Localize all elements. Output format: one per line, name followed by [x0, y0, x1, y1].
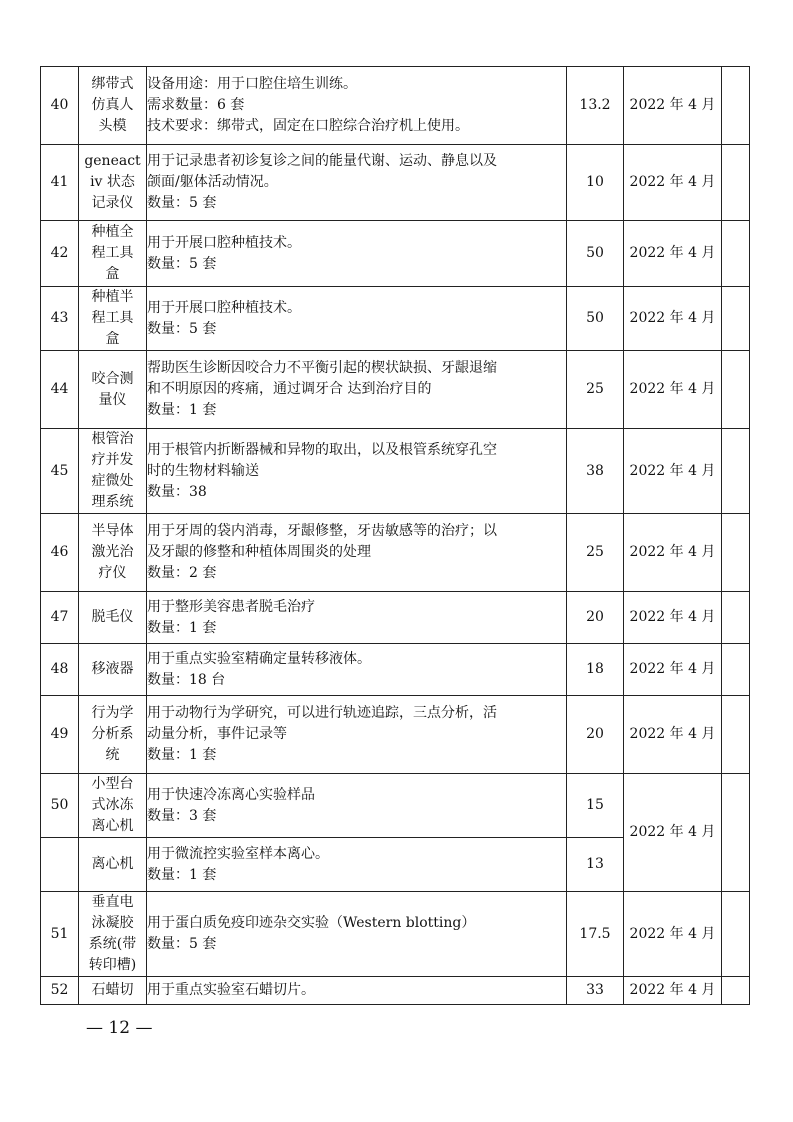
remarks-cell	[722, 351, 750, 429]
table-row	[41, 145, 750, 221]
equipment-description: 用于开展口腔种植技术。 数量：5 套	[147, 287, 567, 351]
row-number: 50	[41, 774, 79, 838]
budget-amount: 20	[567, 696, 624, 774]
planned-date: 2022 年 4 月	[624, 892, 722, 977]
planned-date: 2022 年 4 月	[624, 644, 722, 696]
equipment-description: 用于蛋白质免疫印迹杂交实验（Western blotting） 数量：5 套	[147, 892, 567, 977]
row-number: 44	[41, 351, 79, 429]
equipment-name: 半导体 激光治 疗仪	[79, 514, 147, 592]
remarks-cell	[722, 514, 750, 592]
budget-amount: 13	[567, 838, 624, 892]
row-number: 40	[41, 67, 79, 145]
budget-amount: 25	[567, 351, 624, 429]
equipment-description: 设备用途：用于口腔住培生训练。 需求数量：6 套 技术要求：绑带式，固定在口腔综合治疗机上使用。	[147, 67, 567, 145]
equipment-name: 石蜡切	[79, 977, 147, 1005]
equipment-description: 用于微流控实验室样本离心。 数量：1 套	[147, 838, 567, 892]
equipment-name: 移液器	[79, 644, 147, 696]
table-row	[41, 774, 750, 838]
budget-amount: 15	[567, 774, 624, 838]
planned-date: 2022 年 4 月	[624, 351, 722, 429]
row-number: 47	[41, 592, 79, 644]
planned-date: 2022 年 4 月	[624, 514, 722, 592]
equipment-name: 离心机	[79, 838, 147, 892]
budget-amount: 33	[567, 977, 624, 1005]
row-number: 46	[41, 514, 79, 592]
equipment-name: 种植半 程工具 盒	[79, 287, 147, 351]
planned-date: 2022 年 4 月	[624, 67, 722, 145]
equipment-description: 帮助医生诊断因咬合力不平衡引起的楔状缺损、牙龈退缩 和不明原因的疼痛，通过调牙合 达到治疗目的 数量：1 套	[147, 351, 567, 429]
planned-date: 2022 年 4 月	[624, 696, 722, 774]
budget-amount: 10	[567, 145, 624, 221]
equipment-name: 咬合测 量仪	[79, 351, 147, 429]
row-number: 48	[41, 644, 79, 696]
equipment-description: 用于开展口腔种植技术。 数量：5 套	[147, 221, 567, 287]
row-number: 51	[41, 892, 79, 977]
equipment-name: 小型台 式冰冻 离心机	[79, 774, 147, 838]
table-row	[41, 514, 750, 592]
row-number: 42	[41, 221, 79, 287]
equipment-name: 垂直电 泳凝胶 系统(带 转印槽)	[79, 892, 147, 977]
equipment-name: 行为学 分析系 统	[79, 696, 147, 774]
row-number: 49	[41, 696, 79, 774]
remarks-cell	[722, 592, 750, 644]
equipment-description: 用于重点实验室石蜡切片。	[147, 977, 567, 1005]
table-row	[41, 977, 750, 1005]
remarks-cell	[722, 892, 750, 977]
equipment-name: 脱毛仪	[79, 592, 147, 644]
remarks-cell	[722, 429, 750, 514]
equipment-description: 用于快速冷冻离心实验样品 数量：3 套	[147, 774, 567, 838]
budget-amount: 20	[567, 592, 624, 644]
equipment-name: geneact iv 状态 记录仪	[79, 145, 147, 221]
equipment-description: 用于根管内折断器械和异物的取出，以及根管系统穿孔空 时的生物材料输送 数量：38	[147, 429, 567, 514]
table-row	[41, 67, 750, 145]
row-number: 43	[41, 287, 79, 351]
remarks-cell	[722, 977, 750, 1005]
planned-date: 2022 年 4 月	[624, 145, 722, 221]
remarks-cell	[722, 67, 750, 145]
budget-amount: 38	[567, 429, 624, 514]
planned-date: 2022 年 4 月	[624, 429, 722, 514]
planned-date: 2022 年 4 月	[624, 774, 722, 892]
equipment-name: 根管治 疗并发 症微处 理系统	[79, 429, 147, 514]
table-row	[41, 287, 750, 351]
planned-date: 2022 年 4 月	[624, 592, 722, 644]
planned-date: 2022 年 4 月	[624, 977, 722, 1005]
planned-date: 2022 年 4 月	[624, 221, 722, 287]
equipment-name: 种植全 程工具 盒	[79, 221, 147, 287]
table-row	[41, 592, 750, 644]
remarks-cell	[722, 145, 750, 221]
table-row	[41, 644, 750, 696]
equipment-description: 用于动物行为学研究，可以进行轨迹追踪，三点分析，活 动量分析，事件记录等 数量：1 套	[147, 696, 567, 774]
planned-date: 2022 年 4 月	[624, 287, 722, 351]
remarks-cell	[722, 696, 750, 774]
row-number: 41	[41, 145, 79, 221]
budget-amount: 18	[567, 644, 624, 696]
table-row	[41, 429, 750, 514]
budget-amount: 50	[567, 287, 624, 351]
remarks-cell	[722, 287, 750, 351]
row-number: 52	[41, 977, 79, 1005]
remarks-cell	[722, 774, 750, 892]
row-number: 45	[41, 429, 79, 514]
equipment-description: 用于记录患者初诊复诊之间的能量代谢、运动、静息以及 颌面/躯体活动情况。 数量：5 套	[147, 145, 567, 221]
budget-amount: 25	[567, 514, 624, 592]
equipment-description: 用于牙周的袋内消毒，牙龈修整，牙齿敏感等的治疗；以 及牙龈的修整和种植体周围炎的处理 数量：2 套	[147, 514, 567, 592]
table-row	[41, 696, 750, 774]
equipment-description: 用于整形美容患者脱毛治疗 数量：1 套	[147, 592, 567, 644]
budget-amount: 50	[567, 221, 624, 287]
remarks-cell	[722, 221, 750, 287]
budget-amount: 13.2	[567, 67, 624, 145]
remarks-cell	[722, 644, 750, 696]
budget-amount: 17.5	[567, 892, 624, 977]
equipment-description: 用于重点实验室精确定量转移液体。 数量：18 台	[147, 644, 567, 696]
equipment-name: 绑带式 仿真人 头模	[79, 67, 147, 145]
table-row	[41, 351, 750, 429]
table-row	[41, 221, 750, 287]
table-row	[41, 892, 750, 977]
row-number	[41, 838, 79, 892]
equipment-table	[40, 66, 750, 1005]
page-number: — 12 —	[86, 1018, 153, 1038]
